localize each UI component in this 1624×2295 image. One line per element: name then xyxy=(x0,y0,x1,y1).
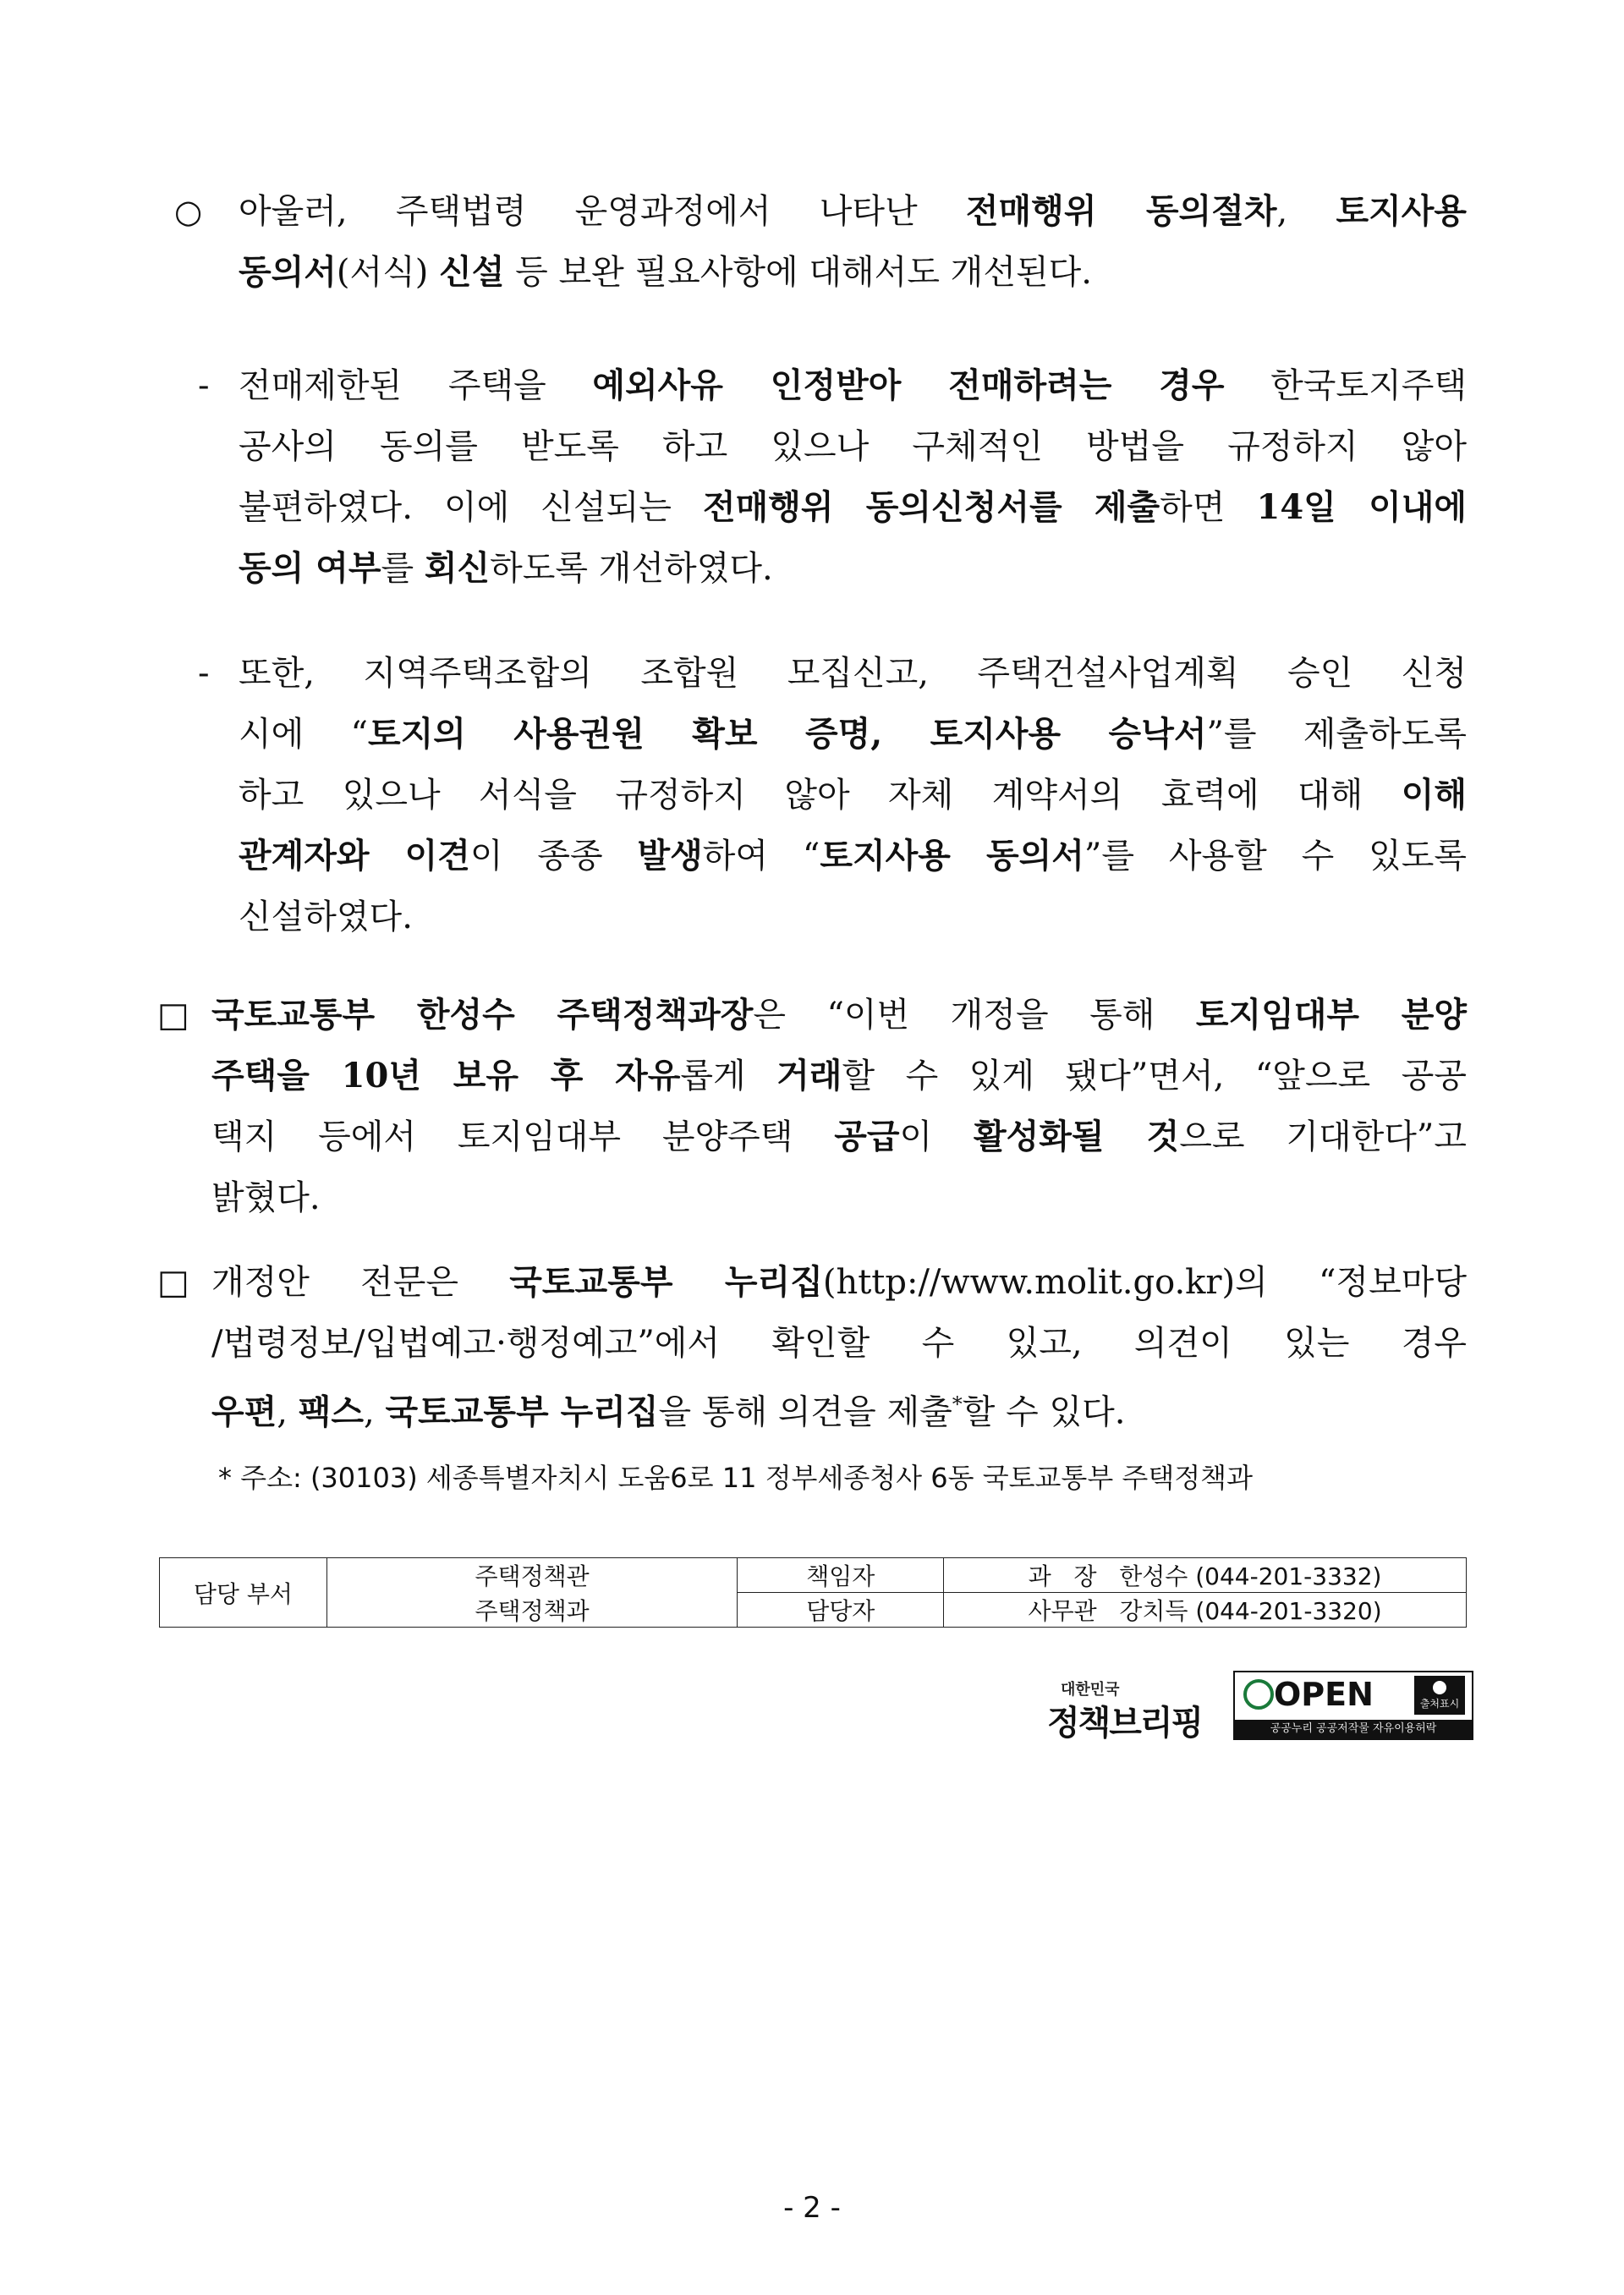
section-3-line-4: 관계자와 이견이 종종 발생하여 “토지사용 동의서”를 사용할 수 있도록 xyxy=(239,836,1468,876)
office-cell: 주택정책관 xyxy=(326,1558,738,1593)
address-footnote: * 주소: (30103) 세종특별자치시 도움6로 11 정부세종청사 6동 국토교통부 주택정책과 xyxy=(218,1462,1253,1494)
role-1-cell: 책임자 xyxy=(738,1558,944,1593)
role-2-cell: 담당자 xyxy=(738,1593,944,1628)
policy-briefing-logo: 대한민국 정책브리핑 xyxy=(1047,1681,1203,1743)
section-5-line-3: 우편, 팩스, 국토교통부 누리집을 통해 의견을 제출*할 수 있다. xyxy=(211,1392,1126,1432)
section-1-line-1: 아울러, 주택법령 운영과정에서 나타난 전매행위 동의절차, 토지사용 xyxy=(239,191,1467,231)
person-2-cell: 사무관 강치득 (044-201-3320) xyxy=(944,1593,1467,1628)
open-ring-icon xyxy=(1243,1679,1274,1710)
section-3-dash: - xyxy=(198,654,210,693)
section-5-line-2: /법령정보/입법예고·행정예고”에서 확인할 수 있고, 의견이 있는 경우 xyxy=(211,1324,1467,1363)
division-cell: 주택정책과 xyxy=(326,1593,738,1628)
section-3-line-5: 신설하였다. xyxy=(239,898,413,936)
section-1-bullet: ○ xyxy=(174,193,203,230)
section-2-line-4: 동의 여부를 회신하도록 개선하였다. xyxy=(239,548,773,588)
section-2-dash: - xyxy=(198,366,210,405)
section-4-line-2: 주택을 10년 보유 후 자유롭게 거래할 수 있게 됐다”면서, “앞으로 공공 xyxy=(211,1056,1467,1095)
section-3-line-3: 하고 있으나 서식을 규정하지 않아 자체 계약서의 효력에 대해 이해 xyxy=(239,775,1467,815)
section-5-box: □ xyxy=(157,1263,189,1302)
section-4-line-4: 밝혔다. xyxy=(211,1178,321,1217)
contact-table xyxy=(159,1557,1467,1628)
person-icon xyxy=(1433,1681,1446,1694)
page-number: - 2 - xyxy=(783,2191,841,2225)
logos xyxy=(1047,1671,1470,1755)
dept-label-cell: 담당 부서 xyxy=(160,1558,327,1628)
section-5-line-1: 개정안 전문은 국토교통부 누리집(http://www.molit.go.kr)의 “정보마당 xyxy=(211,1262,1467,1302)
attribution-badge: 출처표시 xyxy=(1414,1676,1465,1715)
person-1-cell: 과 장 한성수 (044-201-3332) xyxy=(944,1558,1467,1593)
section-3-line-1: 또한, 지역주택조합의 조합원 모집신고, 주택건설사업계획 승인 신청 xyxy=(239,654,1467,693)
section-4-box: □ xyxy=(157,996,189,1035)
section-2-line-1: 전매제한된 주택을 예외사유 인정받아 전매하려는 경우 한국토지주택 xyxy=(239,365,1467,405)
section-2-line-2: 공사의 동의를 받도록 하고 있으나 구체적인 방법을 규정하지 않아 xyxy=(239,427,1467,466)
section-1-line-2: 동의서(서식) 신설 등 보완 필요사항에 대해서도 개선된다. xyxy=(239,252,1092,292)
section-3-line-2: 시에 “토지의 사용권원 확보 증명, 토지사용 승낙서”를 제출하도록 xyxy=(239,714,1467,754)
section-4-line-3: 택지 등에서 토지임대부 분양주택 공급이 활성화될 것으로 기대한다”고 xyxy=(211,1117,1467,1156)
kogl-open-license-logo: OPEN 출처표시 공공누리 공공저작물 자유이용허락 xyxy=(1233,1671,1473,1740)
section-4-line-1: 국토교통부 한성수 주택정책과장은 “이번 개정을 통해 토지임대부 분양 xyxy=(211,995,1467,1035)
section-2-line-3: 불편하였다. 이에 신설되는 전매행위 동의신청서를 제출하면 14일 이내에 xyxy=(239,487,1467,527)
